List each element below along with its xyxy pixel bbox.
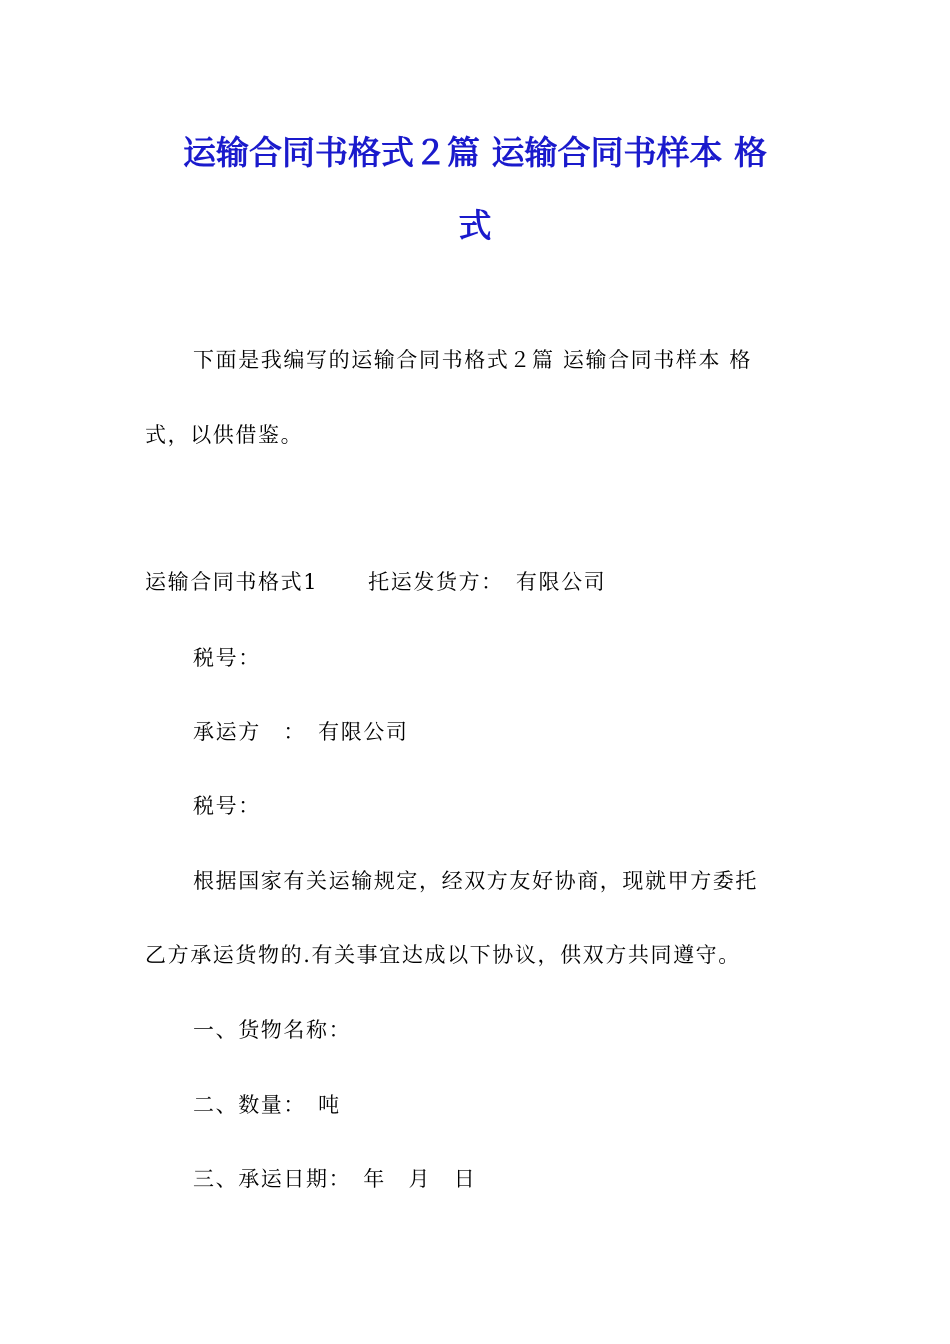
carrier-field: 承运方 ： 有限公司 bbox=[193, 720, 409, 744]
intro-paragraph-line-2: 式，以供借鉴。 bbox=[145, 423, 304, 447]
section-heading: 运输合同书格式1 bbox=[145, 570, 319, 594]
item-shipping-date: 三、承运日期： 年 月 日 bbox=[193, 1167, 477, 1191]
item-quantity: 二、数量： 吨 bbox=[193, 1093, 341, 1117]
item-goods-name: 一、货物名称： bbox=[193, 1018, 352, 1042]
intro-paragraph-line-1: 下面是我编写的运输合同书格式２篇 运输合同书样本 格 bbox=[193, 348, 752, 372]
shipper-tax-number: 税号： bbox=[193, 646, 261, 670]
agreement-paragraph-line-2: 乙方承运货物的.有关事宜达成以下协议，供双方共同遵守。 bbox=[145, 943, 741, 967]
agreement-paragraph-line-1: 根据国家有关运输规定，经双方友好协商，现就甲方委托 bbox=[193, 869, 758, 893]
document-title-line-1: 运输合同书格式２篇 运输合同书样本 格 bbox=[183, 133, 767, 172]
section-heading-row bbox=[145, 567, 606, 597]
shipper-field: 托运发货方： 有限公司 bbox=[368, 570, 607, 594]
document-title-line-2: 式 bbox=[458, 206, 492, 245]
carrier-tax-number: 税号： bbox=[193, 794, 261, 818]
